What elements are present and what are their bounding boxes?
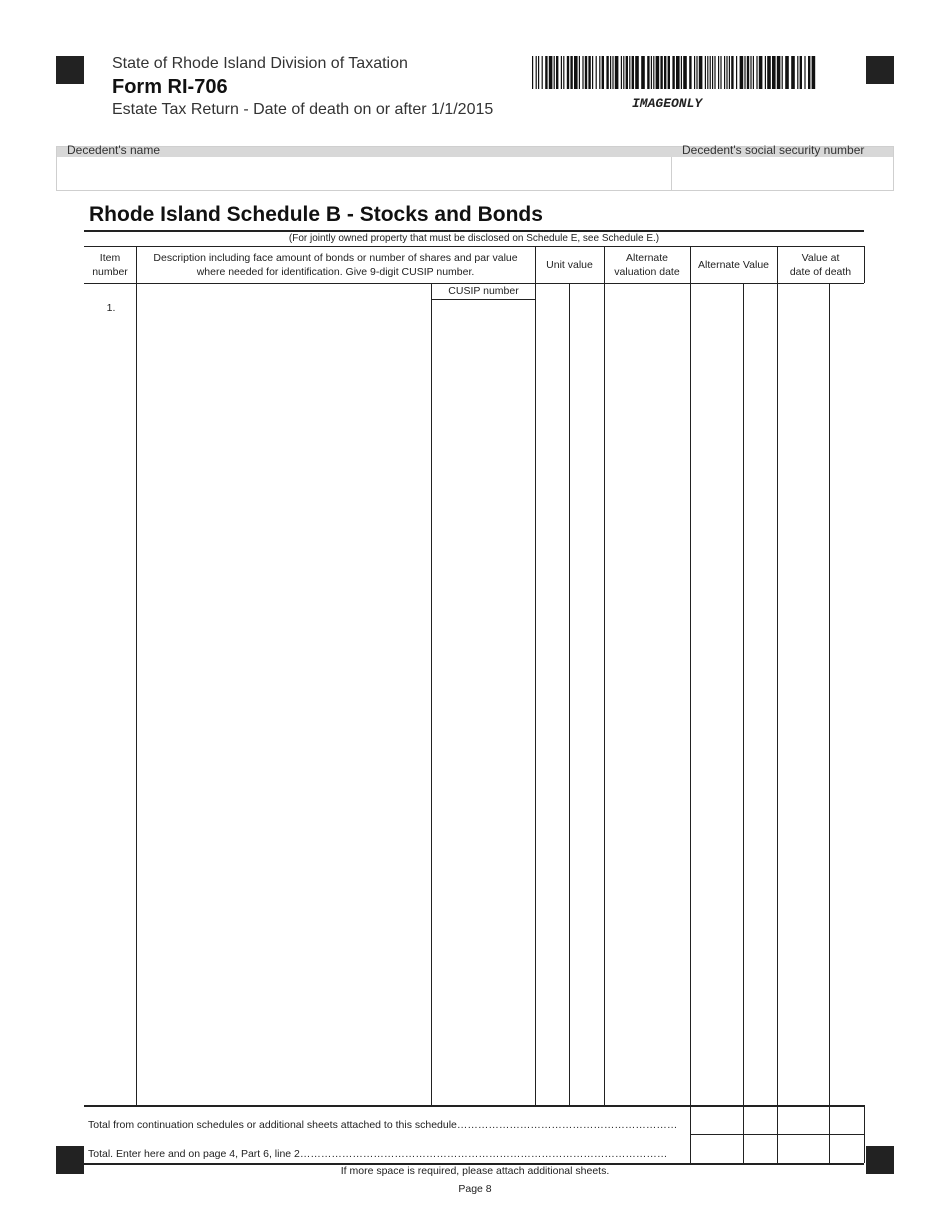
barcode-bar [579, 56, 580, 89]
barcode-bar [800, 56, 802, 89]
decedent-ssn-label: Decedent's social security number [682, 143, 865, 157]
col-header-desc-line2: where needed for identification. Give 9-digit CUSIP number. [196, 266, 475, 278]
dod-value-entry-area[interactable] [778, 284, 864, 1105]
barcode-bar [756, 56, 757, 89]
page-number: Page 8 [458, 1183, 492, 1195]
barcode-bar [585, 56, 587, 89]
barcode-bar [705, 56, 706, 89]
barcode-bar [563, 56, 564, 89]
unit-value-entry-area[interactable] [536, 284, 604, 1105]
barcode-bar [651, 56, 652, 89]
barcode-bar [632, 56, 634, 89]
barcode-bar [782, 56, 783, 89]
barcode-bar [777, 56, 781, 89]
additional-sheets-note: If more space is required, please attach additional sheets. [340, 1165, 610, 1177]
col-header-altdate-line1: Alternate [625, 252, 669, 264]
agency-name: State of Rhode Island Division of Taxation [112, 55, 408, 72]
barcode-bar [683, 56, 687, 89]
continuation-dod-value-field[interactable] [778, 1107, 864, 1134]
barcode-bar [592, 56, 593, 89]
continuation-total-label: Total from continuation schedules or additional sheets attached to this schedule……………………………………………………… [88, 1119, 678, 1131]
barcode-bar [588, 56, 590, 89]
decedent-ssn-field[interactable] [672, 157, 893, 190]
col-header-dod-line2: date of death [789, 266, 852, 278]
barcode-bar [689, 56, 691, 89]
barcode-bar [668, 56, 670, 89]
header-sep-1 [136, 246, 137, 283]
title-rule [84, 230, 864, 232]
barcode-bar [554, 56, 555, 89]
barcode-bar [538, 56, 539, 89]
barcode-bar [612, 56, 613, 89]
barcode-bar [574, 56, 578, 89]
barcode-bar [694, 56, 695, 89]
barcode-bar [549, 56, 553, 89]
barcode-bar [653, 56, 654, 89]
barcode-bar [747, 56, 749, 89]
barcode-bar [596, 56, 597, 89]
barcode-bar [785, 56, 789, 89]
barcode-bar [718, 56, 719, 89]
barcode-bar [753, 56, 754, 89]
barcode-bar [681, 56, 682, 89]
barcode-bar [812, 56, 816, 89]
barcode-bar [804, 56, 805, 89]
total-dod-value-field[interactable] [778, 1135, 864, 1162]
barcode-bar [772, 56, 776, 89]
barcode-bar [740, 56, 744, 89]
barcode-bar [623, 56, 624, 89]
barcode-bar [791, 56, 795, 89]
col-header-dod-line1: Value at [801, 252, 840, 264]
col-header-item-line1: Item [99, 252, 121, 264]
imageonly-label: IMAGEONLY [632, 96, 703, 111]
barcode-bar [731, 56, 733, 89]
col-header-alternate-value: Alternate Value [697, 259, 770, 271]
header-sep-4 [690, 246, 691, 283]
barcode-bar [629, 56, 630, 89]
form-title: Form RI-706 [112, 76, 228, 98]
col-header-item-number [84, 248, 136, 282]
barcode-bar [750, 56, 751, 89]
barcode-bar [626, 56, 628, 89]
barcode-bar [672, 56, 674, 89]
header-sep-5 [777, 246, 778, 283]
col-header-description [136, 248, 535, 282]
barcode-bar [582, 56, 583, 89]
barcode-bar [744, 56, 745, 89]
barcode-bar [610, 56, 611, 89]
barcode-bar [729, 56, 730, 89]
barcode-bar [570, 56, 572, 89]
barcode-bar [699, 56, 703, 89]
barcode-bar [556, 56, 558, 89]
header-sep-3 [604, 246, 605, 283]
barcode-bar [710, 56, 711, 89]
barcode-bar [664, 56, 666, 89]
grand-total-label: Total. Enter here and on page 4, Part 6, line 2…………………………………………………………………………………………… [88, 1148, 668, 1160]
registration-mark-top-left [56, 56, 84, 84]
barcode-bar [621, 56, 622, 89]
joint-property-note: (For jointly owned property that must be disclosed on Schedule E, see Schedule E.) [288, 233, 660, 244]
barcode-bar [545, 56, 547, 89]
barcode-bar [536, 56, 537, 89]
cusip-entry-area[interactable] [432, 300, 535, 1105]
barcode-bar [767, 56, 771, 89]
barcode-bar [707, 56, 708, 89]
barcode-bar [615, 56, 619, 89]
decedent-name-field[interactable] [57, 157, 670, 190]
barcode-bar [736, 56, 737, 89]
barcode-bar [676, 56, 680, 89]
total-alt-value-field[interactable] [691, 1135, 777, 1162]
barcode-bar [660, 56, 662, 89]
barcode-bar [724, 56, 725, 89]
cusip-number-label: CUSIP number [448, 285, 519, 297]
header-sep-2 [535, 246, 536, 283]
barcode-bar [641, 56, 645, 89]
barcode-bar [542, 56, 543, 89]
col-header-value-at-date-of-death [777, 248, 864, 282]
barcode-image [532, 56, 817, 89]
registration-mark-top-right [866, 56, 894, 84]
decedent-name-label: Decedent's name [67, 143, 161, 157]
schedule-title: Rhode Island Schedule B - Stocks and Bonds [89, 203, 543, 226]
barcode-bar [696, 56, 697, 89]
barcode-bar [759, 56, 763, 89]
barcode-bar [599, 56, 600, 89]
barcode-bar [714, 56, 715, 89]
barcode-bar [606, 56, 608, 89]
body-line-right [864, 1105, 865, 1163]
item-number-1: 1. [106, 302, 116, 314]
barcode-bar [647, 56, 649, 89]
description-entry-area[interactable] [137, 284, 431, 1105]
barcode-bar [602, 56, 604, 89]
col-header-altdate-line2: valuation date [614, 266, 680, 278]
continuation-alt-value-field[interactable] [691, 1107, 777, 1134]
barcode-bar [561, 56, 562, 89]
barcode-bar [712, 56, 713, 89]
barcode-bar [765, 56, 766, 89]
form-subtitle: Estate Tax Return - Date of death on or after 1/1/2015 [112, 101, 494, 118]
barcode-bar [656, 56, 660, 89]
barcode-bar [567, 56, 569, 89]
note-rule [84, 246, 864, 247]
col-header-unit-value: Unit value [546, 259, 593, 271]
col-header-desc-line1: Description including face amount of bonds or number of shares and par value [153, 252, 518, 264]
alternate-value-entry-area[interactable] [691, 284, 777, 1105]
barcode-bar [797, 56, 798, 89]
header-sep-6 [864, 246, 865, 283]
alternate-date-entry-area[interactable] [605, 284, 690, 1105]
barcode-bar [635, 56, 639, 89]
col-header-item-line2: number [92, 266, 128, 278]
col-header-alternate-valuation-date [604, 248, 690, 282]
barcode-bar [808, 56, 810, 89]
barcode-bar [532, 56, 533, 89]
barcode-bar [720, 56, 721, 89]
barcode-bar [726, 56, 727, 89]
